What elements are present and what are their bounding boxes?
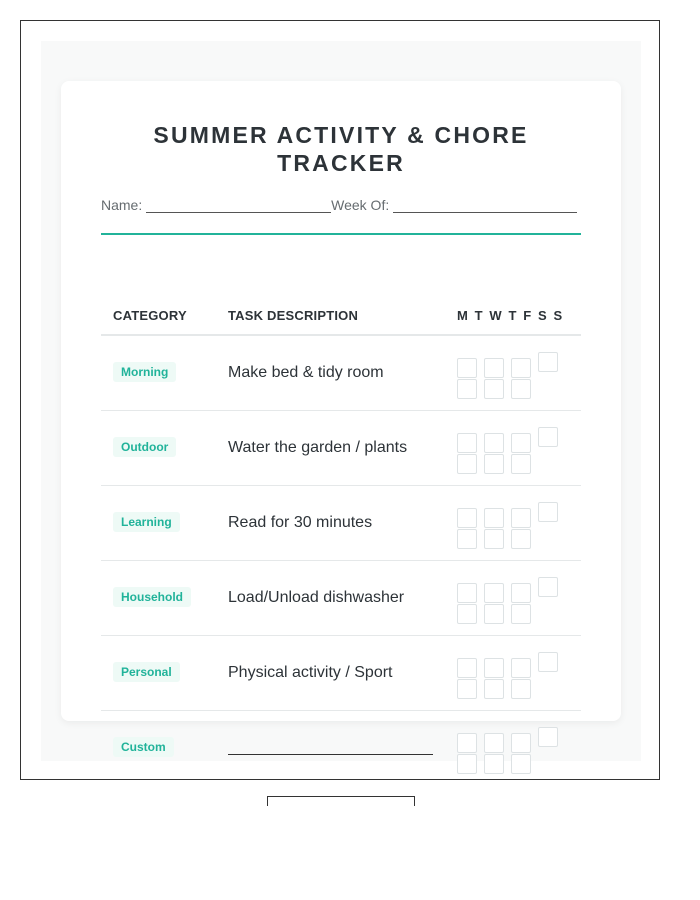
task-description: Make bed & tidy room bbox=[228, 364, 384, 381]
day-checkboxes bbox=[457, 577, 563, 621]
day-checkbox[interactable] bbox=[511, 454, 531, 474]
day-checkbox[interactable] bbox=[511, 358, 531, 378]
task-description: Read for 30 minutes bbox=[228, 514, 373, 531]
day-checkbox[interactable] bbox=[538, 727, 558, 747]
day-checkbox[interactable] bbox=[511, 658, 531, 678]
day-checkbox[interactable] bbox=[538, 577, 558, 597]
day-checkbox[interactable] bbox=[538, 427, 558, 447]
day-checkbox[interactable] bbox=[457, 433, 477, 453]
category-badge: Personal bbox=[113, 662, 180, 682]
day-checkbox[interactable] bbox=[511, 754, 531, 774]
name-blank-line[interactable] bbox=[146, 198, 331, 213]
category-badge: Outdoor bbox=[113, 437, 176, 457]
day-checkbox[interactable] bbox=[511, 733, 531, 753]
header-category: CATEGORY bbox=[113, 308, 187, 323]
task-description: Water the garden / plants bbox=[228, 439, 408, 456]
category-badge: Learning bbox=[113, 512, 180, 532]
day-checkbox[interactable] bbox=[484, 754, 504, 774]
day-checkbox[interactable] bbox=[457, 754, 477, 774]
category-badge: Household bbox=[113, 587, 191, 607]
day-checkbox[interactable] bbox=[484, 454, 504, 474]
tracker-content bbox=[101, 121, 581, 754]
day-checkbox[interactable] bbox=[511, 604, 531, 624]
day-checkbox[interactable] bbox=[511, 583, 531, 603]
table-row bbox=[101, 561, 581, 636]
day-checkbox[interactable] bbox=[484, 433, 504, 453]
page-title bbox=[101, 121, 581, 177]
week-blank-line[interactable] bbox=[393, 198, 577, 213]
table-row bbox=[101, 486, 581, 561]
task-description: Load/Unload dishwasher bbox=[228, 589, 405, 606]
week-label: Week Of: bbox=[331, 197, 390, 213]
day-checkbox[interactable] bbox=[457, 508, 477, 528]
day-checkbox[interactable] bbox=[484, 508, 504, 528]
table-row bbox=[101, 411, 581, 486]
header-task: TASK DESCRIPTION bbox=[228, 308, 359, 323]
day-checkbox[interactable] bbox=[457, 454, 477, 474]
day-checkbox[interactable] bbox=[457, 583, 477, 603]
day-checkbox[interactable] bbox=[511, 508, 531, 528]
day-checkboxes bbox=[457, 427, 563, 471]
day-checkbox[interactable] bbox=[457, 529, 477, 549]
day-checkbox[interactable] bbox=[484, 658, 504, 678]
table-row bbox=[101, 336, 581, 411]
category-badge: Morning bbox=[113, 362, 176, 382]
day-checkbox[interactable] bbox=[484, 733, 504, 753]
day-checkbox[interactable] bbox=[511, 379, 531, 399]
day-checkbox[interactable] bbox=[511, 679, 531, 699]
day-checkbox[interactable] bbox=[538, 352, 558, 372]
table-header bbox=[101, 286, 581, 336]
day-checkboxes bbox=[457, 502, 563, 546]
day-checkbox[interactable] bbox=[457, 658, 477, 678]
task-description: Physical activity / Sport bbox=[228, 664, 393, 681]
table-row bbox=[101, 636, 581, 711]
day-checkboxes bbox=[457, 352, 563, 396]
day-checkbox[interactable] bbox=[457, 604, 477, 624]
page-footer-box bbox=[267, 796, 415, 806]
day-checkbox[interactable] bbox=[457, 679, 477, 699]
title-line-2: TRACKER bbox=[277, 150, 405, 176]
info-row bbox=[101, 197, 581, 213]
day-checkbox[interactable] bbox=[457, 379, 477, 399]
day-checkbox[interactable] bbox=[484, 604, 504, 624]
day-checkbox[interactable] bbox=[511, 529, 531, 549]
document-frame bbox=[20, 20, 660, 780]
day-checkbox[interactable] bbox=[511, 433, 531, 453]
day-checkbox[interactable] bbox=[484, 583, 504, 603]
title-line-1: SUMMER ACTIVITY & CHORE bbox=[153, 122, 529, 148]
day-checkbox[interactable] bbox=[457, 358, 477, 378]
day-checkbox[interactable] bbox=[484, 379, 504, 399]
day-checkbox[interactable] bbox=[457, 733, 477, 753]
day-checkbox[interactable] bbox=[484, 358, 504, 378]
category-badge: Custom bbox=[113, 737, 174, 757]
task-blank-line[interactable] bbox=[228, 754, 433, 755]
day-checkbox[interactable] bbox=[484, 529, 504, 549]
day-checkbox[interactable] bbox=[538, 502, 558, 522]
table-body bbox=[101, 336, 581, 780]
header-divider bbox=[101, 233, 581, 235]
day-checkbox[interactable] bbox=[484, 679, 504, 699]
header-days: M T W T F S S bbox=[457, 308, 564, 323]
tracker-table bbox=[101, 286, 581, 780]
table-row bbox=[101, 711, 581, 780]
day-checkbox[interactable] bbox=[538, 652, 558, 672]
name-label: Name: bbox=[101, 197, 143, 213]
day-checkboxes bbox=[457, 727, 563, 771]
day-checkboxes bbox=[457, 652, 563, 696]
